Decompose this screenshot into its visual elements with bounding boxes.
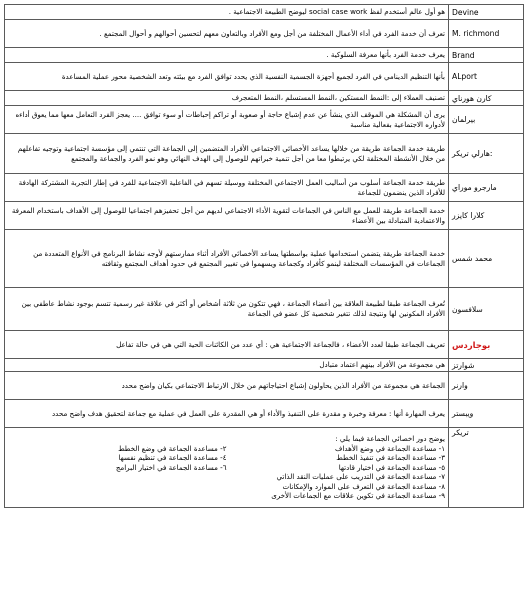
definition-text: يعرف خدمة الفرد بأنها معرفة السلوكية .: [5, 48, 449, 63]
scholar-name: Devine: [449, 5, 524, 20]
scholar-name: بيرلمان: [449, 106, 524, 134]
table-row: [5, 5, 524, 20]
list-item: ٢- مساعدة الجماعة في وضع الخطط: [118, 443, 227, 453]
definition-text: تعرف أن خدمة الفرد في أداء الأعمال المختلفة من أجل ومع الأفراد وبالتعاون معهم لتحسين أحوالهم و أحوال المجتمع .: [5, 20, 449, 48]
definitions-table: [4, 4, 524, 508]
table-row: [5, 372, 524, 400]
list-item: ٣- مساعدة الجماعة في تنفيذ الخطط: [336, 453, 445, 463]
scholar-name: هارلي تريكر:: [449, 134, 524, 174]
definition-text: يرى أن المشكلة هي الموقف الذي ينشأ عن عدم إشباع حاجة أو صعوبة أو تراكم إحباطات أو سوء توافق .... يعجز الفرد التعامل معها مما يعوق أداءه لأدواره الاجتماعية بفعالية مناسبة: [5, 106, 449, 134]
table-row-tricker: [5, 428, 524, 508]
scholar-name: M. richmond: [449, 20, 524, 48]
scholar-name: Brand: [449, 48, 524, 63]
definition-text: هو أول عالم أستخدم لفظ social case work ليوضح الطبيعة الاجتماعية .: [5, 5, 449, 20]
table-row: [5, 91, 524, 106]
scholar-name: شوارتز: [449, 359, 524, 372]
scholar-name: كلارا كايزر: [449, 202, 524, 230]
definition-text: تعريف الجماعة طبقا لعدد الأعضاء ، فالجماعة الاجتماعية هي : أي عدد من الكائنات الحية التي هي في حالة تفاعل: [5, 331, 449, 359]
scholar-name: كارن هورناي: [449, 91, 524, 106]
table-row: [5, 174, 524, 202]
scholar-name: مارجرو موراي: [449, 174, 524, 202]
table-row: [5, 63, 524, 91]
definition-text: خدمة الجماعة طريقة للعمل مع الناس في الجماعات لتقوية الأداء الاجتماعي لديهم من أجل تحفيزهم اجتماعيا للوصول إلى الأهداف باستخدام المعرفة والاعتمادية المتبادلة بين الأعضاء: [5, 202, 449, 230]
scholar-name: بوجاردس: [449, 331, 524, 359]
table-row: [5, 288, 524, 331]
tricker-right-column: [227, 444, 446, 502]
table-row: [5, 359, 524, 372]
list-item: ٩- مساعدة الجماعة في تكوين علاقات مع الجماعات الأخرى: [271, 491, 445, 501]
scholar-name: ALport: [449, 63, 524, 91]
tricker-roles: [5, 428, 449, 508]
scholar-name: ويبستر: [449, 400, 524, 428]
tricker-intro: يوضح دور اخصائي الجماعة فيما يلي :: [335, 433, 445, 443]
definition-text: طريقة خدمة الجماعة أسلوب من أساليب العمل الاجتماعي المختلفة ووسيلة تسهم في الفاعلية الاجتماعية للفرد في إطار التجربة المشتركة الهادفة للأفراد الذين ينضمون للجماعة: [5, 174, 449, 202]
tricker-left-column: [8, 444, 227, 502]
definition-text: الجماعة هي مجموعة من الأفراد الذين يحاولون إشباع احتياجاتهم من خلال الارتباط الاجتماعي بكيان واضح محدد: [5, 372, 449, 400]
definition-text: خدمة الجماعة طريقة يتضمن استخدامها عملية بواسطتها يساعد الأخصائي الأفراد أثناء ممارستهم لأوجه نشاط البرنامج في الأنواع المتعددة من الجماعات في المؤسسات المختلفة لينمو كأفراد وكجماعة ويسهموا في تغيير المجتمع في حدود أهداف المجتمع وثقافته: [5, 230, 449, 288]
scholar-name: وارنر: [449, 372, 524, 400]
list-item: ١- مساعدة الجماعة في وضع الأهداف: [335, 443, 445, 453]
definition-text: يعرف المهارة أنها : معرفة وخبرة و مقدرة على التنفيذ والأداء أو هي المقدرة على العمل في عملية مع جماعة لتحقيق هدف واضح محدد: [5, 400, 449, 428]
table-row: [5, 134, 524, 174]
list-item: ٨- مساعدة الجماعة في التعرف على الموارد والإمكانات: [282, 481, 445, 491]
definition-text: تصنيف العملاء إلى :النمط المستكين ،النمط المستسلم ،النمط المتعجرف: [5, 91, 449, 106]
list-item: ٦- مساعدة الجماعة في اختيار البرامج: [115, 462, 227, 472]
table-row: [5, 331, 524, 359]
definitions-table-body: [5, 5, 524, 508]
scholar-name: تريكر: [449, 428, 524, 508]
table-row: [5, 20, 524, 48]
definition-text: بأنها التنظيم الدينامي في الفرد لجميع أجهزة الجسمية النفسية الذي يحدد توافق الفرد مع بيئته وتعد الشخصية محور عملية المساعدة: [5, 63, 449, 91]
table-row: [5, 202, 524, 230]
scholar-name: سلافسون: [449, 288, 524, 331]
table-row: [5, 230, 524, 288]
definition-text: هي مجموعة من الأفراد بينهم اعتماد متبادل: [5, 359, 449, 372]
table-row: [5, 106, 524, 134]
tricker-role-columns: [8, 444, 445, 502]
definition-text: تُعرف الجماعة طبقا لطبيعة العلاقة بين أعضاء الجماعة ، فهي تتكون من ثلاثة أشخاص أو أكثر في علاقة غير رسمية تتسم بوجود نشاط عاطفي بين الأفراد المكونين لها ونتيجة لذلك تتغير شخصية كل عضو في الجماعة: [5, 288, 449, 331]
scholar-name: محمد شمس: [449, 230, 524, 288]
table-row: [5, 48, 524, 63]
definition-text: طريقة خدمة الجماعة طريقة من خلالها يساعد الأخصائي الاجتماعي الأفراد المتضمين إلى الجماعة التي تنتمي إلى مؤسسة اجتماعية وتوجيه تفاعلهم من خلال الأنشطة المختلفة لكي يرتبطوا معا من أجل تنمية خبراتهم للوصول إلى الهدف النهائي وهو نمو الفرد والجماعة والمجتمع: [5, 134, 449, 174]
list-item: ٧- مساعدة الجماعة في التدريب على عمليات النقد الذاتي: [276, 472, 445, 482]
list-item: ٤- مساعدة الجماعة في تنظيم نفسها: [118, 453, 227, 463]
table-row: [5, 400, 524, 428]
list-item: ٥- مساعدة الجماعة في اختيار قادتها: [338, 462, 445, 472]
